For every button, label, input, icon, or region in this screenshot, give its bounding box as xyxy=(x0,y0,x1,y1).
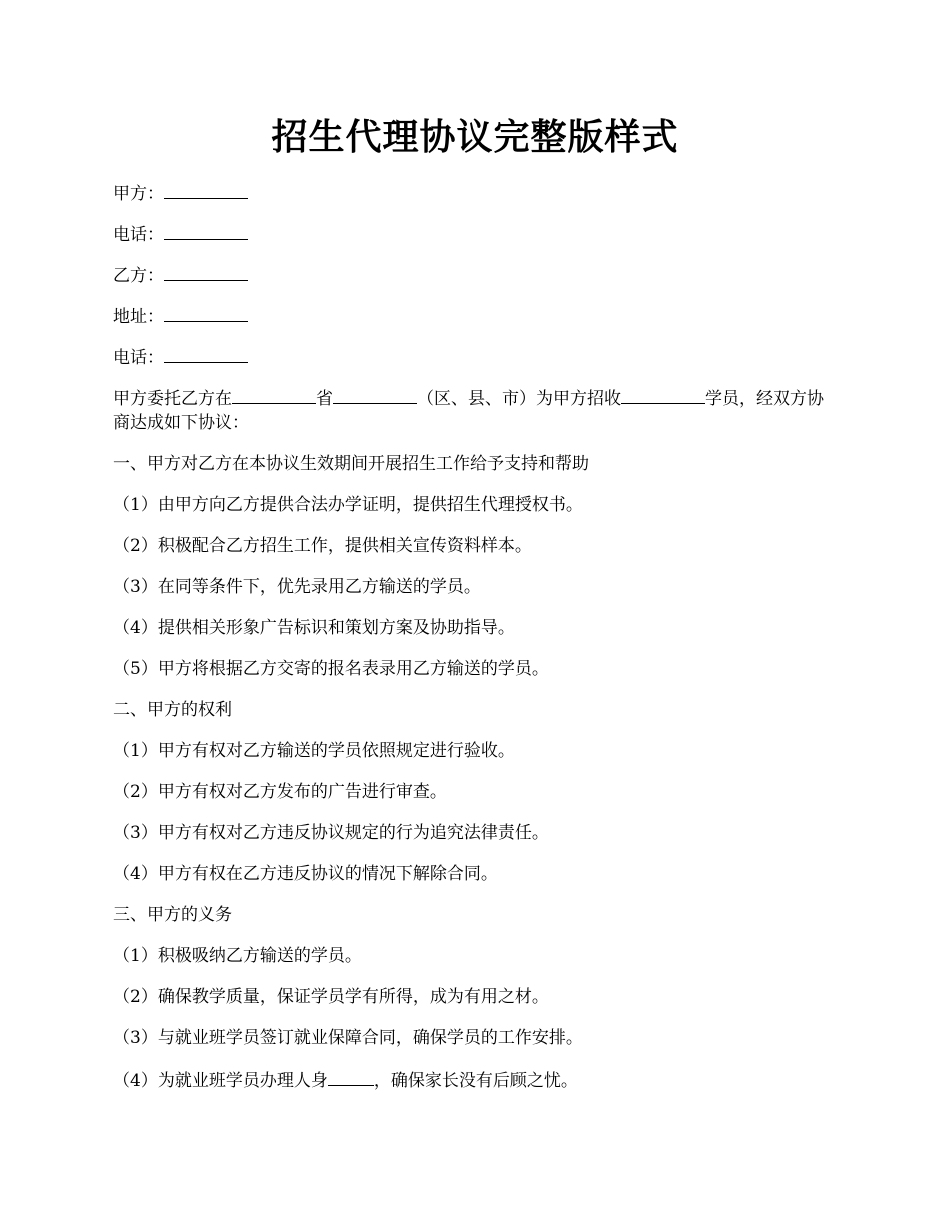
section-heading: 一、甲方对乙方在本协议生效期间开展招生工作给予支持和帮助 xyxy=(113,454,589,474)
list-item: （3）与就业班学员签订就业保障合同，确保学员的工作安排。 xyxy=(113,1028,583,1048)
list-item: （1）积极吸纳乙方输送的学员。 xyxy=(113,946,362,966)
list-item: （2）积极配合乙方招生工作，提供相关宣传资料样本。 xyxy=(113,536,532,556)
section-heading: 二、甲方的权利 xyxy=(113,700,232,720)
blank-line xyxy=(164,180,248,199)
blank-line xyxy=(164,344,248,363)
intro-text: 学员，经双方协商达成如下协议： xyxy=(113,389,824,433)
item-text: ，确保家长没有后顾之忧。 xyxy=(373,1071,578,1091)
blank-line xyxy=(164,303,248,322)
document-body xyxy=(113,180,833,1108)
field-address xyxy=(113,303,833,344)
list-item: （4）甲方有权在乙方违反协议的情况下解除合同。 xyxy=(113,864,498,884)
field-label: 地址： xyxy=(113,307,164,327)
item-text: （4）为就业班学员办理人身 xyxy=(113,1071,328,1091)
blank-line xyxy=(333,385,417,404)
list-item: （4）提供相关形象广告标识和策划方案及协助指导。 xyxy=(113,618,515,638)
field-party-b xyxy=(113,262,833,303)
list-item: （1）甲方有权对乙方输送的学员依照规定进行验收。 xyxy=(113,741,515,761)
field-label: 电话： xyxy=(113,348,164,368)
list-item xyxy=(113,1067,833,1108)
list-item: （2）甲方有权对乙方发布的广告进行审查。 xyxy=(113,782,447,802)
blank-line xyxy=(328,1067,374,1086)
list-item: （3）在同等条件下，优先录用乙方输送的学员。 xyxy=(113,577,481,597)
list-item: （1）由甲方向乙方提供合法办学证明，提供招生代理授权书。 xyxy=(113,495,583,515)
blank-line xyxy=(232,385,316,404)
intro-text: 省 xyxy=(316,389,333,409)
field-party-a xyxy=(113,180,833,221)
blank-line xyxy=(164,221,248,240)
blank-line xyxy=(621,385,705,404)
list-item: （3）甲方有权对乙方违反协议规定的行为追究法律责任。 xyxy=(113,823,549,843)
field-label: 电话： xyxy=(113,225,164,245)
field-label: 乙方： xyxy=(113,266,164,286)
intro-text: 甲方委托乙方在 xyxy=(113,389,232,409)
field-phone-b xyxy=(113,344,833,385)
field-label: 甲方： xyxy=(113,184,164,204)
intro-text: （区、县、市）为甲方招收 xyxy=(417,389,621,409)
list-item: （5）甲方将根据乙方交寄的报名表录用乙方输送的学员。 xyxy=(113,659,549,679)
blank-line xyxy=(164,262,248,281)
list-item: （2）确保教学质量，保证学员学有所得，成为有用之材。 xyxy=(113,987,549,1007)
intro-paragraph xyxy=(113,385,833,435)
document-title: 招生代理协议完整版样式 xyxy=(271,116,679,158)
field-phone-a xyxy=(113,221,833,262)
section-heading: 三、甲方的义务 xyxy=(113,905,232,925)
